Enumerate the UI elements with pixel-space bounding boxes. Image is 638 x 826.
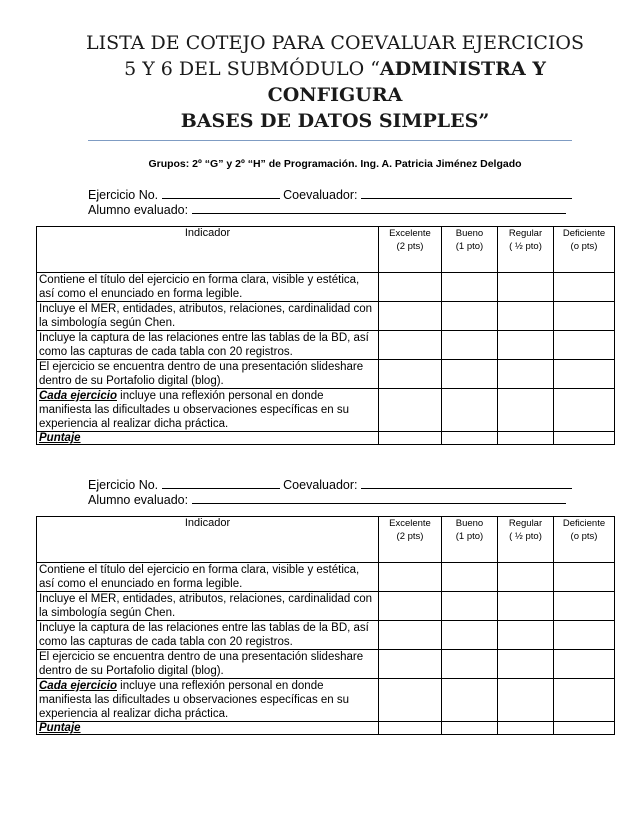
criterion-row bbox=[37, 302, 615, 331]
score-cell[interactable] bbox=[498, 679, 554, 722]
score-cell[interactable] bbox=[498, 302, 554, 331]
score-cell[interactable] bbox=[442, 331, 498, 360]
title-divider bbox=[88, 140, 572, 141]
score-cell[interactable] bbox=[498, 389, 554, 432]
score-label: Puntaje bbox=[37, 722, 379, 735]
header-row bbox=[37, 227, 615, 273]
score-cell[interactable] bbox=[554, 302, 615, 331]
exercise-label: Ejercicio No. bbox=[88, 478, 159, 492]
score-cell[interactable] bbox=[442, 592, 498, 621]
criterion-row bbox=[37, 360, 615, 389]
score-cell[interactable] bbox=[498, 331, 554, 360]
score-cell[interactable] bbox=[379, 360, 442, 389]
student-label: Alumno evaluado: bbox=[88, 493, 189, 507]
title-line-3: CONFIGURA bbox=[267, 84, 403, 106]
score-cell[interactable] bbox=[498, 621, 554, 650]
score-cell[interactable] bbox=[442, 563, 498, 592]
criterion-text: Cada ejercicio incluye una reflexión personal en donde manifiesta las dificultades u observaciones específicas en su experiencia al realizar dicha práctica. bbox=[37, 389, 379, 432]
score-cell[interactable] bbox=[554, 650, 615, 679]
total-cell[interactable] bbox=[442, 432, 498, 445]
criterion-text: Incluye el MER, entidades, atributos, relaciones, cardinalidad con la simbología según Chen. bbox=[37, 302, 379, 331]
score-cell[interactable] bbox=[379, 592, 442, 621]
score-cell[interactable] bbox=[498, 273, 554, 302]
score-cell[interactable] bbox=[554, 360, 615, 389]
score-label: Puntaje bbox=[37, 432, 379, 445]
student-line-2 bbox=[88, 491, 572, 508]
criterion-text: Incluye la captura de las relaciones entre las tablas de la BD, así como las capturas de cada tabla con 20 registros. bbox=[37, 621, 379, 650]
evaluator-blank[interactable] bbox=[361, 186, 572, 199]
criterion-row bbox=[37, 273, 615, 302]
total-cell[interactable] bbox=[379, 432, 442, 445]
total-cell[interactable] bbox=[498, 722, 554, 735]
score-cell[interactable] bbox=[379, 621, 442, 650]
title-line-1: LISTA DE COTEJO PARA COEVALUAR EJERCICIOS bbox=[86, 32, 584, 54]
level-deficiente: Deficiente (o pts) bbox=[554, 517, 615, 563]
level-regular: Regular ( ½ pto) bbox=[498, 517, 554, 563]
total-cell[interactable] bbox=[554, 432, 615, 445]
score-cell[interactable] bbox=[498, 650, 554, 679]
score-cell[interactable] bbox=[442, 302, 498, 331]
document-title bbox=[60, 30, 610, 134]
score-cell[interactable] bbox=[379, 331, 442, 360]
score-cell[interactable] bbox=[442, 650, 498, 679]
criterion-row bbox=[37, 389, 615, 432]
evaluator-label: Coevaluador: bbox=[283, 478, 358, 492]
score-cell[interactable] bbox=[554, 273, 615, 302]
header-row bbox=[37, 517, 615, 563]
criterion-row bbox=[37, 331, 615, 360]
criterion-row bbox=[37, 563, 615, 592]
criterion-text: El ejercicio se encuentra dentro de una presentación slideshare dentro de su Portafolio digital (blog). bbox=[37, 360, 379, 389]
score-cell[interactable] bbox=[554, 621, 615, 650]
score-cell[interactable] bbox=[379, 650, 442, 679]
score-cell[interactable] bbox=[554, 592, 615, 621]
indicator-header: Indicador bbox=[37, 517, 379, 563]
criterion-text: Incluye el MER, entidades, atributos, relaciones, cardinalidad con la simbología según Chen. bbox=[37, 592, 379, 621]
indicator-header: Indicador bbox=[37, 227, 379, 273]
title-line-4: BASES DE DATOS SIMPLES” bbox=[180, 110, 490, 132]
level-excelente: Excelente (2 pts) bbox=[379, 517, 442, 563]
total-cell[interactable] bbox=[498, 432, 554, 445]
level-deficiente: Deficiente (o pts) bbox=[554, 227, 615, 273]
score-cell[interactable] bbox=[498, 592, 554, 621]
criterion-row bbox=[37, 679, 615, 722]
score-cell[interactable] bbox=[442, 389, 498, 432]
total-row bbox=[37, 722, 615, 735]
total-cell[interactable] bbox=[442, 722, 498, 735]
score-cell[interactable] bbox=[379, 389, 442, 432]
criterion-text: Contiene el título del ejercicio en forma clara, visible y estética, así como el enunciado en forma legible. bbox=[37, 563, 379, 592]
score-cell[interactable] bbox=[442, 621, 498, 650]
score-cell[interactable] bbox=[498, 360, 554, 389]
score-cell[interactable] bbox=[379, 563, 442, 592]
evaluator-blank[interactable] bbox=[361, 476, 572, 489]
score-cell[interactable] bbox=[498, 563, 554, 592]
student-label: Alumno evaluado: bbox=[88, 203, 189, 217]
score-cell[interactable] bbox=[442, 360, 498, 389]
score-cell[interactable] bbox=[442, 679, 498, 722]
groups-line: Grupos: 2º “G” y 2º “H” de Programación. Ing. A. Patricia Jiménez Delgado bbox=[148, 158, 522, 170]
level-bueno: Bueno (1 pto) bbox=[442, 227, 498, 273]
level-bueno: Bueno (1 pto) bbox=[442, 517, 498, 563]
checklist-table-1 bbox=[36, 226, 615, 445]
criterion-emphasis: Cada ejercicio bbox=[39, 390, 117, 402]
student-blank[interactable] bbox=[192, 201, 566, 214]
score-cell[interactable] bbox=[442, 273, 498, 302]
exercise-number-blank[interactable] bbox=[162, 476, 280, 489]
level-excelente: Excelente (2 pts) bbox=[379, 227, 442, 273]
total-cell[interactable] bbox=[379, 722, 442, 735]
score-cell[interactable] bbox=[554, 563, 615, 592]
total-cell[interactable] bbox=[554, 722, 615, 735]
criterion-row bbox=[37, 621, 615, 650]
score-cell[interactable] bbox=[379, 302, 442, 331]
exercise-label: Ejercicio No. bbox=[88, 188, 159, 202]
score-cell[interactable] bbox=[554, 331, 615, 360]
student-blank[interactable] bbox=[192, 491, 566, 504]
criterion-row bbox=[37, 592, 615, 621]
criterion-text: El ejercicio se encuentra dentro de una presentación slideshare dentro de su Portafolio digital (blog). bbox=[37, 650, 379, 679]
exercise-number-blank[interactable] bbox=[162, 186, 280, 199]
student-line-1 bbox=[88, 201, 572, 218]
level-regular: Regular ( ½ pto) bbox=[498, 227, 554, 273]
criterion-row bbox=[37, 650, 615, 679]
title-line-2: 5 Y 6 DEL SUBMÓDULO “ADMINISTRA Y bbox=[124, 58, 546, 80]
checklist-table-2 bbox=[36, 516, 615, 735]
total-row bbox=[37, 432, 615, 445]
criterion-text: Cada ejercicio incluye una reflexión personal en donde manifiesta las dificultades u observaciones específicas en su experiencia al realizar dicha práctica. bbox=[37, 679, 379, 722]
score-cell[interactable] bbox=[379, 679, 442, 722]
score-cell[interactable] bbox=[554, 679, 615, 722]
criterion-emphasis: Cada ejercicio bbox=[39, 680, 117, 692]
criterion-text: Incluye la captura de las relaciones entre las tablas de la BD, así como las capturas de cada tabla con 20 registros. bbox=[37, 331, 379, 360]
score-cell[interactable] bbox=[379, 273, 442, 302]
criterion-text: Contiene el título del ejercicio en forma clara, visible y estética, así como el enunciado en forma legible. bbox=[37, 273, 379, 302]
evaluator-label: Coevaluador: bbox=[283, 188, 358, 202]
score-cell[interactable] bbox=[554, 389, 615, 432]
